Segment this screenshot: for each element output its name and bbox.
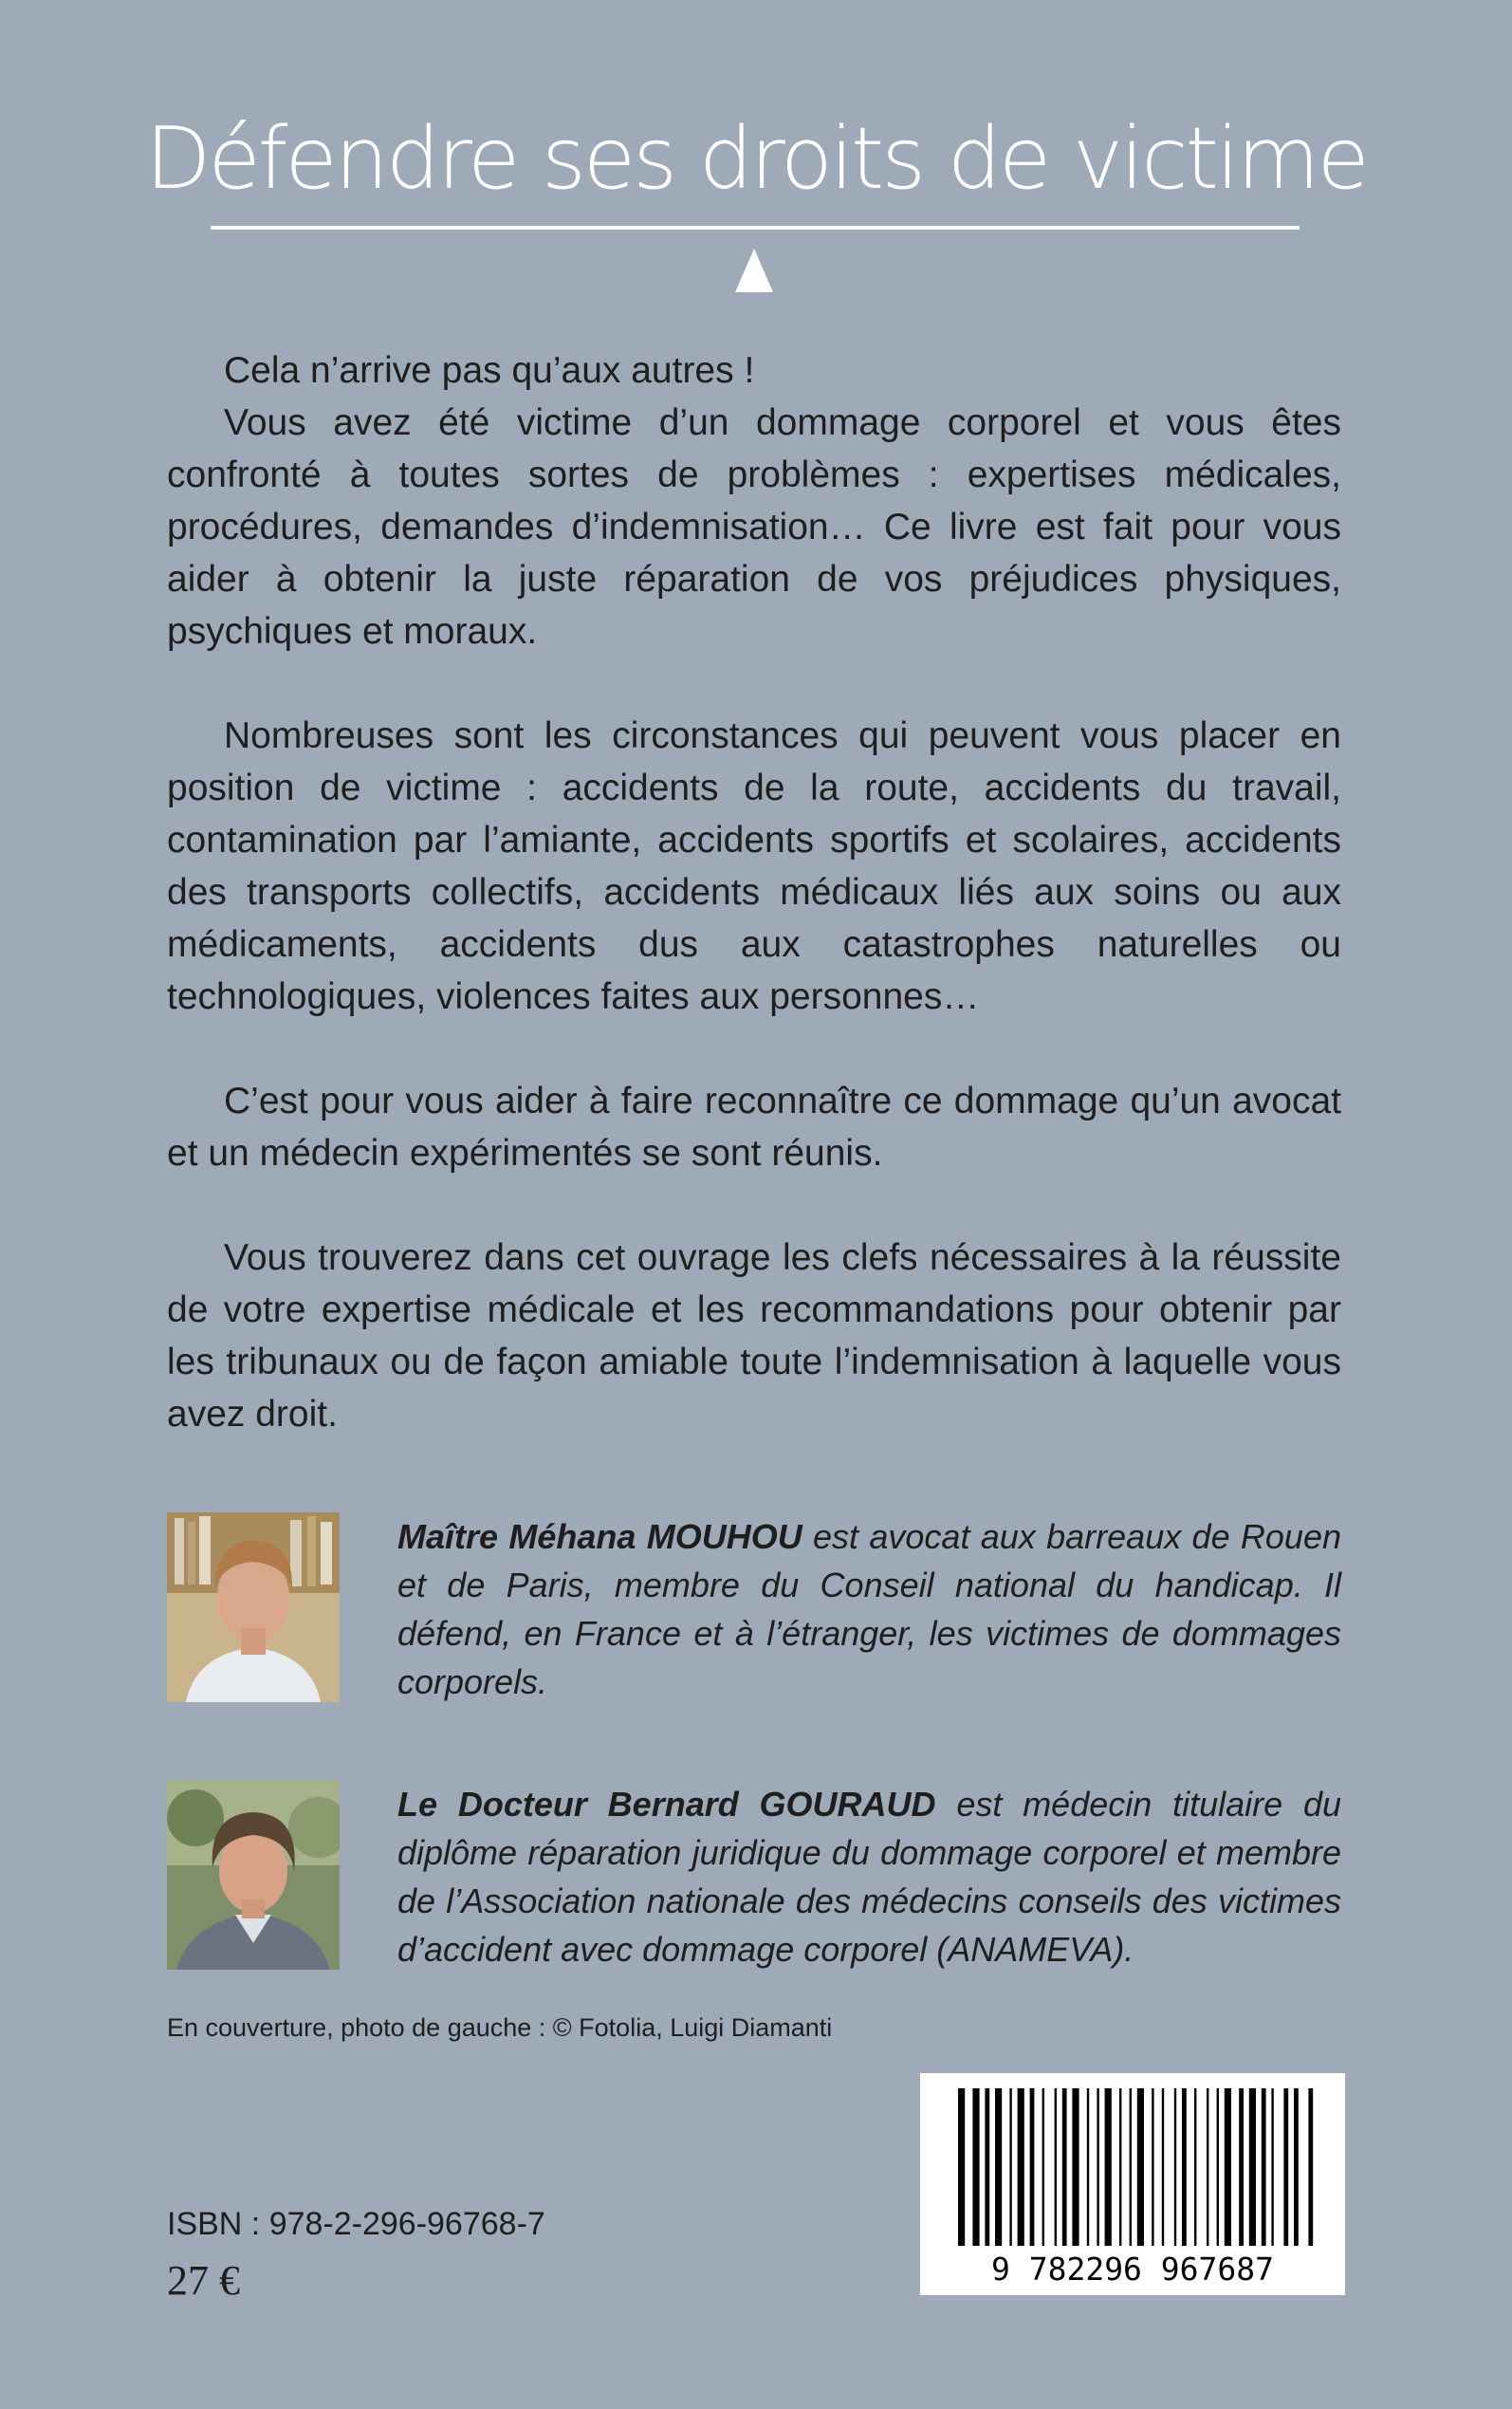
barcode-bar [1009,2088,1011,2246]
barcode-bar [972,2088,979,2246]
barcode-bar [1182,2088,1187,2246]
barcode-bar [1239,2088,1244,2246]
author-bio [397,1780,1341,1974]
barcode-bar [1137,2088,1144,2246]
barcode-bar [985,2088,989,2246]
barcode-bar [1308,2088,1313,2246]
barcode-bar [1030,2088,1035,2246]
barcode-bar [1162,2088,1164,2246]
barcode-bar [995,2088,1002,2246]
barcode-bar [1194,2088,1196,2246]
title-underline [211,226,1300,230]
title-arrow-icon [735,249,773,292]
barcode-bar [1087,2088,1089,2246]
barcode-bar [1262,2088,1266,2246]
author-photo [167,1780,340,1970]
photo-credit: En couverture, photo de gauche : © Fotolia, Luigi Diamanti [167,2013,833,2042]
blurb-paragraph: Vous trouverez dans cet ouvrage les clefs nécessaires à la réussite de votre expertise médicale et les recommandations pour obtenir par les tribunaux ou de façon amiable toute l’indemnisation à laquelle vous avez droit. [167,1237,1341,1435]
barcode-bar [1055,2088,1057,2246]
blurb-paragraph: Nombreuses sont les circonstances qui peuvent vous placer en position de victime : accidents de la route, accidents du travail, contamination par l’amiante, accidents sportifs et scolaires, accidents des transports collectifs, accidents médicaux liés aux soins ou aux médicaments, accidents dus aux catastrophes naturelles ou technologiques, violences faites aux personnes… [167,715,1341,1017]
barcode-bar [1105,2088,1112,2246]
blurb-intro: Cela n’arrive pas qu’aux autres ! [224,350,755,391]
barcode-bar [1271,2088,1273,2246]
blurb [167,344,1341,1492]
barcode-bar [1119,2088,1121,2246]
barcode-bar [1042,2088,1044,2246]
author-name: Maître Méhana MOUHOU [397,1517,802,1556]
barcode [920,2073,1345,2295]
price: 27 € [167,2257,240,2304]
barcode-bar [1018,2088,1024,2246]
barcode-bar [1062,2088,1067,2246]
book-title: Défendre ses droits de victime [145,109,1367,209]
author-photo [167,1512,340,1702]
barcode-number: 9 782296 967687 [990,2251,1275,2288]
author-description: est médecin titulaire du diplôme réparation juridique du dommage corporel et membre de l’Association nationale des médecins conseils des victimes d’accident avec dommage corporel (ANAMEVA). [397,1785,1341,1969]
blurb-paragraph: Vous avez été victime d’un dommage corporel et vous êtes confronté à toutes sortes de problèmes : expertises médicales, procédures, demandes d’indemnisation… Ce livre est fait pour vous aider à obtenir la juste réparation de vos préjudices physiques, psychiques et moraux. [167,402,1341,652]
barcode-bar [1174,2088,1176,2246]
barcode-bar [1249,2088,1256,2246]
barcode-bar [1225,2088,1231,2246]
author-description: est avocat aux barreaux de Rouen et de Paris, membre du Conseil national du handicap. Il défend, en France et à l’étranger, les victimes de dommages corporels. [397,1517,1341,1701]
barcode-bar [958,2088,965,2246]
barcode-bar [1283,2088,1288,2246]
author-name: Le Docteur Bernard GOURAUD [397,1785,936,1824]
barcode-bar [1217,2088,1219,2246]
barcode-bar [1097,2088,1098,2246]
barcode-bar [1072,2088,1079,2246]
blurb-paragraph: C’est pour vous aider à faire reconnaître ce dommage qu’un avocat et un médecin expérimentés se sont réunis. [167,1081,1341,1174]
barcode-bar [1152,2088,1153,2246]
author-bio [397,1512,1341,1706]
barcode-bar [1207,2088,1208,2246]
barcode-bar [1294,2088,1299,2246]
isbn: ISBN : 978-2-296-96768-7 [167,2206,545,2242]
barcode-bar [1130,2088,1132,2246]
